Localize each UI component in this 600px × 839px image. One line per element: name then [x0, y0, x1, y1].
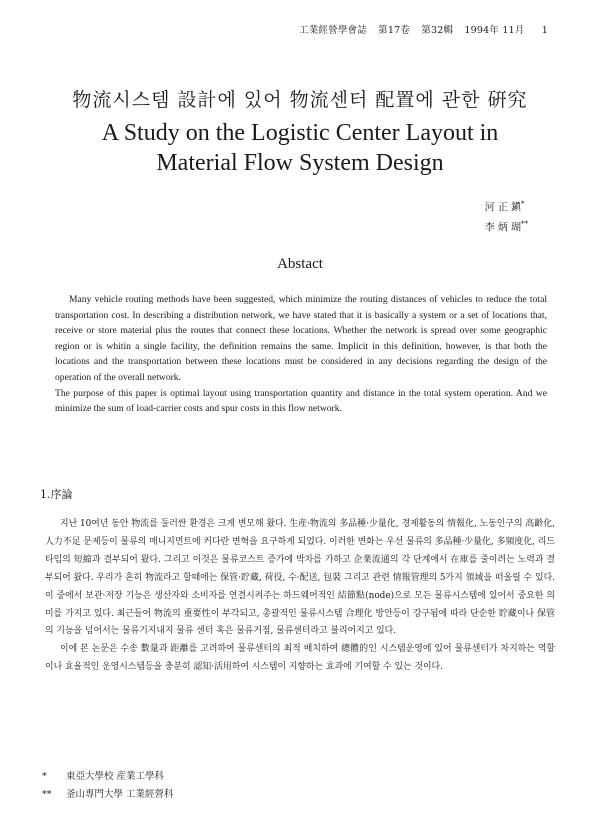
footnote-mark: *: [42, 771, 47, 782]
abstract-body: [55, 292, 547, 417]
author-name: 李 炳 瑚: [484, 222, 521, 234]
author-footnote-mark: *: [521, 200, 525, 208]
journal-date: 1994年 11月: [464, 25, 525, 36]
abstract-heading: Abstact: [277, 256, 323, 272]
body-paragraph: 지난 10여년 동안 物流를 둘러싼 환경은 크게 변모해 왔다. 生産·物流의 多品種·少量化, 경제활동의 情報化, 노동인구의 高齡化, 人力不足 문제등이 물류의 매니지먼트에 커다란 변혁을 요구하게 되었다. 이러한 변화는 우선 물류의 多品種·少量化, 多頻度化, 리드타임의 短縮과 결부되어 왔다. 그리고 이것은 물류코스트 증가에 박차를 가하고 企業流通의 각 단계에서 在庫를 줄이려는 노력과 결부되어 왔다. 우리가 흔히 物流라고 할때에는 保管·貯藏, 荷役, 수·配送, 包裝 그리고 관련 情報管理의 5가지 領域을 떠올릴 수 있다. 이 중에서 보관·저장 기능은 생산자와 소비자를 연결시켜주는 하드웨어적인 結節點(node)으로 모든 물류시스템에 있어서 중요한 의미를 가지고 있다. 최근들어 物流의 重要性이 부각되고, 총괄적인 물류시스템 合理化 방안등이 강구됨에 따라 단순한 貯藏이나 保管의 기능을 넘어서는 물류기지내지 물류 센터 혹은 물류거점, 물류센터라고 불리어지고 있다.: [45, 519, 555, 637]
footnote-text: 釜山專門大學 工業經營科: [66, 789, 174, 800]
section-heading: 1.序論: [40, 488, 73, 501]
footnote-mark: **: [42, 789, 52, 800]
korean-title: 物流시스템 設計에 있어 物流센터 配置에 관한 硏究: [72, 89, 528, 111]
footnote: [42, 768, 174, 786]
abstract-paragraph: The purpose of this paper is optimal layout using transportation quantity and distance in the total system operation. And we minimize the sum of load-carrier costs and spur costs in this flow network.: [55, 387, 547, 415]
footnotes: [42, 768, 174, 804]
english-title-line-2: Material Flow System Design: [156, 150, 444, 176]
author-name: 河 正 鎭: [484, 202, 521, 214]
author-footnote-mark: **: [521, 220, 528, 229]
english-title-line-1: A Study on the Logistic Center Layout in: [101, 120, 499, 146]
title-block: [0, 88, 600, 178]
footnote-text: 東亞大學校 産業工學科: [66, 771, 165, 782]
author: [485, 216, 528, 236]
journal-volume: 第17卷: [378, 25, 411, 36]
footnote: [42, 786, 174, 804]
page-number: 1: [541, 25, 548, 36]
journal-issue: 第32輯: [421, 25, 454, 36]
abstract-paragraph: Many vehicle routing methods have been suggested, which minimize the routing distances of vehicles to reduce the total transportation cost. In describing a distribution network, we have stated that it is basically a system or a set of locations that, receive or store material plus the routes that connect these locations. Whether the network is spread over some geographic region or is whitin a single facility, the definition remains the same. Implicit in this definition, however, is that both the locations and the transportation between these locations must be considered in any decisions regarding the design of the operation of the overall network.: [55, 294, 547, 383]
running-head: [299, 22, 548, 36]
author-list: [485, 196, 528, 237]
author: [485, 196, 528, 216]
section-body: [45, 516, 555, 677]
journal-name: 工業經營學會誌: [299, 25, 367, 36]
body-paragraph: 이에 본 논문은 수송 數量과 距離를 고려하여 물류센터의 최적 배치하여 總體的인 시스템운영에 있어 물류센터가 차지하는 역할이나 효율적인 운영시스템등을 충분히 認知·活用하여 시스템이 지향하는 효과에 기여할 수 있는 것이다.: [45, 644, 555, 673]
